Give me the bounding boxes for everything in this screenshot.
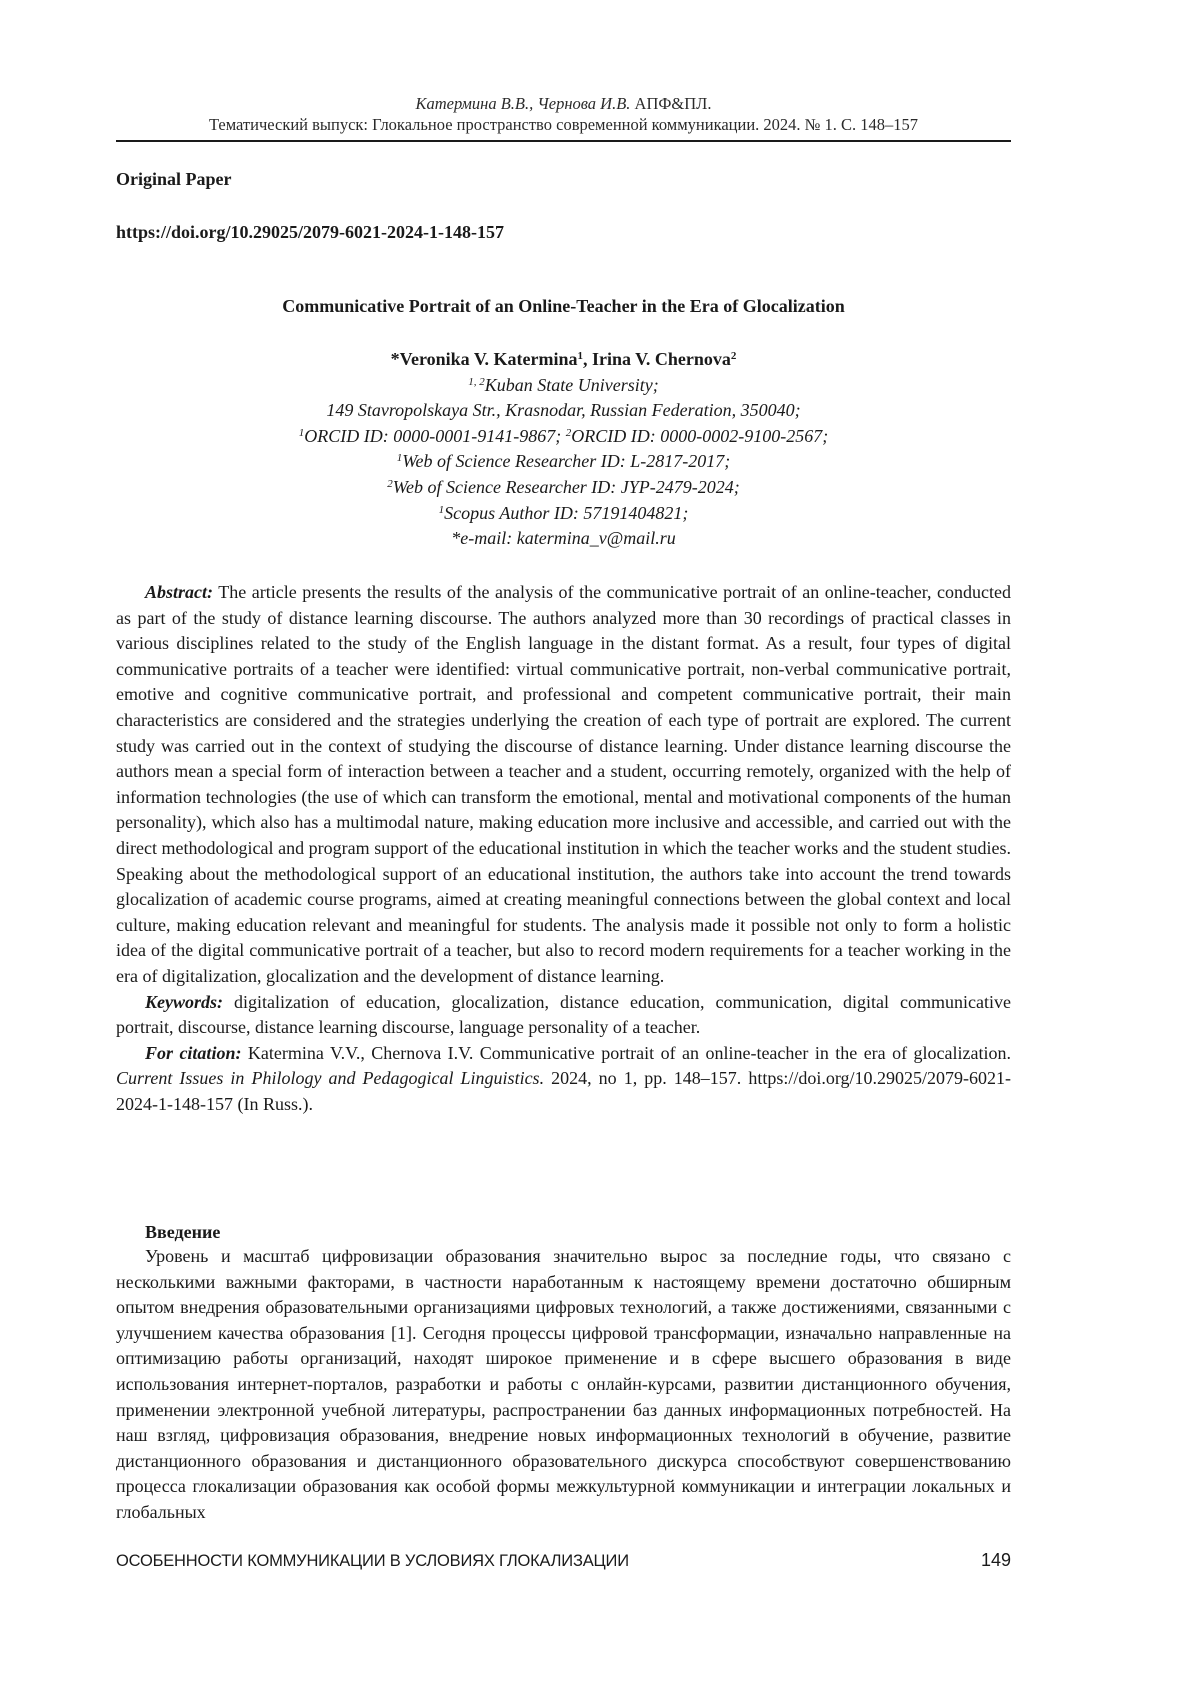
intro-paragraph: Уровень и масштаб цифровизации образования значительно вырос за последние годы, что связано с несколькими важными факторами, в частности наработанным к настоящему времени достаточно обширным опытом внедрения образовательными организациями цифровых технологий, а также достижениями, связанными с улучшением качества образования [1]. Сегодня процессы цифровой трансформации, изначально направленные на оптимизацию работы организаций, находят широкое применение и в сфере высшего образования в виде использования интернет-порталов, разработки и работы с онлайн-курсами, развитии дистанционного обучения, применении электронной учебной литературы, распространении баз данных информационных потребностей. На наш взгляд, цифровизация образования, внедрение новых информационных технологий в обучение, развитие дистанционного образования и дистанционного образовательного дискурса способствуют совершенствованию процесса глокализации образования как особой формы межкультурной коммуникации и интеграции локальных и глобальных — [116, 1246, 1011, 1522]
citation-paragraph — [116, 1041, 1011, 1118]
scopus-line — [116, 501, 1011, 527]
citation-details: 2024, no 1, pp. 148–157. https://doi.org/10.29025/2079-6021-2024-1-148-157 (In Russ.). — [116, 1068, 1011, 1114]
byline — [116, 347, 1011, 552]
paper-type: Original Paper — [116, 169, 232, 189]
wos-line-1 — [116, 449, 1011, 475]
citation-text: Katermina V.V., Chernova I.V. Communicative portrait of an online-teacher in the era of glocalization. — [241, 1042, 1011, 1063]
affiliation-mark: 1, 2 — [468, 375, 485, 388]
wos-mark: 1 — [396, 452, 403, 465]
article-title: Communicative Portrait of an Online-Teacher in the Era of Glocalization — [282, 296, 845, 316]
wos-id-1: Web of Science Researcher ID: L-2817-2017; — [402, 451, 731, 472]
email[interactable]: *e-mail: katermina_v@mail.ru — [451, 528, 676, 549]
orcid-1: ORCID ID: 0000-0001-9141-9867; — [304, 425, 566, 446]
wos-mark: 2 — [387, 477, 393, 490]
keywords-text: digitalization of education, glocalization, distance education, communication, digital communicative portrait, discourse, distance learning discourse, language personality of a teacher. — [116, 991, 1011, 1038]
footer-section-title: ОСОБЕННОСТИ КОММУНИКАЦИИ В УСЛОВИЯХ ГЛОКАЛИЗАЦИИ — [116, 1552, 629, 1570]
wos-line-2 — [116, 475, 1011, 501]
abstract-label: Abstract: — [145, 582, 214, 602]
header-authors-line — [116, 93, 1011, 114]
keywords-label: Keywords: — [145, 991, 223, 1012]
author-separator: , — [583, 349, 592, 369]
university: Kuban State University; — [484, 374, 659, 395]
citation-journal: Current Issues in Philology and Pedagogical Linguistics. — [116, 1068, 545, 1089]
header-issue-line: Тематический выпуск: Глокальное пространство современной коммуникации. 2024. № 1. С. 148–157 — [208, 115, 919, 134]
citation-label: For citation: — [145, 1042, 242, 1063]
wos-id-2: Web of Science Researcher ID: JYP-2479-2024; — [392, 476, 740, 497]
doi-link[interactable]: https://doi.org/10.29025/2079-6021-2024-1-148-157 — [116, 222, 504, 242]
scopus-id: Scopus Author ID: 57191404821; — [444, 502, 689, 523]
orcid-line — [116, 424, 1011, 450]
author-name: *Veronika V. Katermina — [390, 349, 578, 369]
intro-section — [116, 1244, 1011, 1526]
author-affiliation-mark: 1 — [577, 350, 583, 362]
abstract-block — [116, 580, 1011, 1117]
scopus-mark: 1 — [438, 503, 445, 516]
address: 149 Stavropolskaya Str., Krasnodar, Russian Federation, 350040; — [326, 400, 801, 421]
running-header — [116, 93, 1011, 135]
header-journal-abbr: АПФ&ПЛ. — [634, 94, 712, 113]
abstract-text: The article presents the results of the analysis of the communicative portrait of an online-teacher, conducted as part of the study of distance learning discourse. The authors analyzed more than 30 recordings of practical classes in various disciplines related to the study of the English language in the distant format. As a result, four types of digital communicative portraits of a teacher were identified: virtual communicative portrait, non-verbal communicative portrait, emotive and cognitive communicative portrait, and professional and competent communicative portrait, their main characteristics are considered and the strategies underlying the creation of each type of portrait are explored. The current study was carried out in the context of studying the discourse of distance learning. Under distance learning discourse the authors mean a special form of interaction between a teacher and a student, occurring remotely, organized with the help of information technologies (the use of which can transform the emotional, mental and motivational components of the human personality), which also has a multimodal nature, making education more inclusive and accessible, and carried out with the direct methodological and program support of the educational institution in which the teacher works and the student studies. Speaking about the methodological support of an educational institution, the authors take into account the trend towards glocalization of academic course programs, aimed at creating meaningful connections between the global context and local culture, making education relevant and meaningful for students. The analysis made it possible not only to form a holistic idea of the digital communicative portrait of a teacher, but also to record modern requirements for a teacher working in the era of digitalization, glocalization and the development of distance learning. — [116, 582, 1011, 986]
orcid-2: ORCID ID: 0000-0002-9100-2567; — [571, 425, 829, 446]
author-name: Irina V. Chernova — [592, 349, 731, 369]
header-divider — [116, 140, 1011, 142]
header-authors: Катермина В.В., Чернова И.В. — [415, 94, 631, 113]
affiliation — [116, 373, 1011, 399]
keywords-paragraph — [116, 990, 1011, 1041]
page-number: 149 — [980, 1550, 1011, 1570]
orcid-mark: 2 — [565, 426, 572, 439]
author-list — [116, 347, 1011, 373]
orcid-mark: 1 — [298, 426, 305, 439]
abstract-paragraph — [116, 580, 1011, 990]
author-affiliation-mark: 2 — [730, 350, 737, 362]
section-heading: Введение — [145, 1222, 221, 1242]
